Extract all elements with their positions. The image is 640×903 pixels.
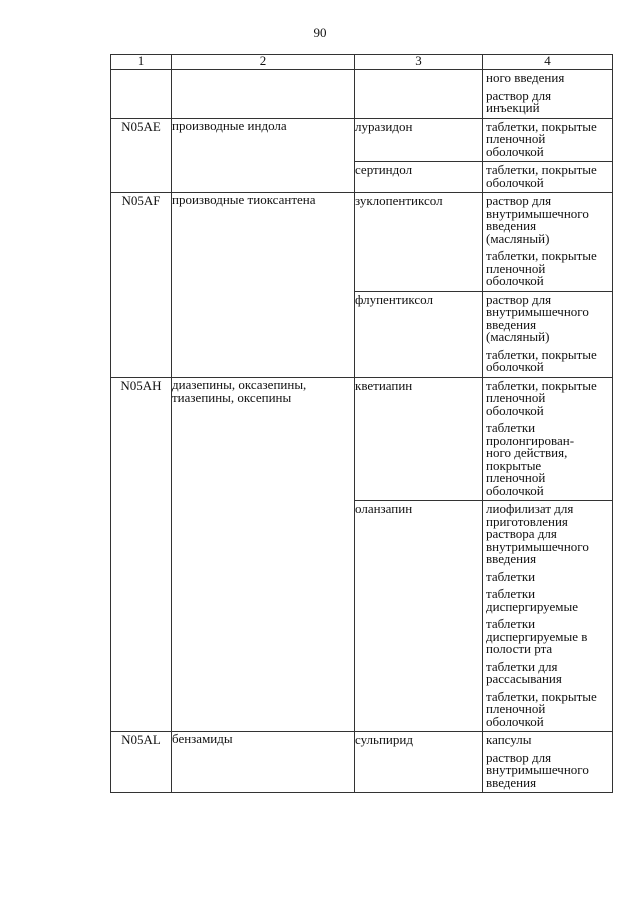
dosage-form (483, 70, 612, 88)
dosage-forms-cell (483, 732, 613, 793)
atc-code-cell: N05AH (111, 377, 172, 732)
dosage-form (483, 248, 612, 291)
dosage-form-line: капсулы (486, 732, 532, 747)
dosage-form (483, 616, 612, 659)
group-line: производные тиоксантена (172, 192, 316, 207)
dosage-form-line: таблетки, покрытые (486, 346, 597, 362)
dosage-form (483, 586, 612, 616)
dosage-forms-cell (483, 501, 613, 732)
dosage-form-line: диспергируемые (486, 598, 579, 614)
dosage-form-line: оболочкой (486, 174, 544, 190)
dosage-form-line: введения (486, 316, 537, 332)
dosage-forms-cell (483, 377, 613, 501)
dosage-form-line: (масляный) (486, 230, 550, 246)
page-number: 90 (313, 25, 327, 40)
dosage-form-line: инъекций (486, 100, 540, 115)
dosage-form-line: покрытые (486, 457, 542, 473)
dosage-forms-cell (483, 162, 613, 193)
group-cell (172, 118, 355, 193)
dosage-form-line: внутримышечного (486, 762, 589, 777)
group-line: диазепины, оксазепины, (172, 376, 307, 392)
dosage-form-line: рассасывания (486, 671, 562, 686)
dosage-form-line: оболочкой (486, 402, 544, 418)
dosage-form (483, 88, 612, 118)
drug-name-cell: кветиапин (355, 377, 483, 501)
drug-name-cell: флупентиксол (355, 291, 483, 377)
dosage-form-line: введения (486, 218, 537, 233)
dosage-form (483, 750, 612, 793)
dosage-form (483, 501, 612, 569)
dosage-form-line: пленочной (486, 390, 546, 405)
dosage-form-line: таблетки (486, 616, 536, 631)
drug-name-cell: оланзапин (355, 501, 483, 732)
dosage-form-line: таблетки, покрытые (486, 377, 597, 393)
table-row (111, 732, 613, 793)
dosage-form (483, 119, 612, 162)
column-header: 1 (111, 55, 172, 70)
dosage-form (483, 378, 612, 421)
drug-name-cell (355, 70, 483, 119)
medication-table (110, 54, 613, 793)
dosage-form (483, 292, 612, 347)
table-body (111, 70, 613, 793)
dosage-form-line: пленочной (486, 131, 546, 146)
dosage-form-line: раствор для (486, 749, 552, 765)
group-cell (172, 70, 355, 119)
dosage-form (483, 689, 612, 732)
drug-name-cell: зуклопентиксол (355, 193, 483, 292)
dosage-form-line: оболочкой (486, 143, 544, 159)
atc-code-cell: N05AF (111, 193, 172, 378)
dosage-form (483, 732, 612, 750)
group-line: бензамиды (172, 731, 233, 746)
dosage-form-line: пленочной (486, 260, 546, 276)
column-header: 2 (172, 55, 355, 70)
dosage-form-line: введения (486, 551, 537, 566)
dosage-form-line: оболочкой (486, 359, 544, 374)
dosage-forms-cell (483, 118, 613, 162)
dosage-form-line: ного действия, (486, 445, 568, 460)
dosage-form-line: оболочкой (486, 482, 544, 498)
dosage-form (483, 659, 612, 689)
dosage-form-line: таблетки (486, 420, 536, 435)
header-row (111, 55, 613, 70)
dosage-form-line: таблетки, покрытые (486, 118, 597, 134)
group-line: тиазепины, оксепины (172, 389, 292, 405)
atc-code-cell: N05AE (111, 118, 172, 193)
dosage-form-line: пленочной (486, 701, 546, 716)
group-line: производные индола (172, 117, 287, 133)
column-header: 3 (355, 55, 483, 70)
dosage-form-line: (масляный) (486, 329, 550, 344)
table-row (111, 193, 613, 292)
atc-code-cell: N05AL (111, 732, 172, 793)
dosage-form-line: таблетки (486, 586, 536, 601)
table-row (111, 70, 613, 119)
dosage-form-line: диспергируемые в (486, 628, 588, 644)
group-cell (172, 732, 355, 793)
drug-name-cell: сульпирид (355, 732, 483, 793)
column-header: 4 (483, 55, 613, 70)
dosage-form-line: приготовления (486, 513, 568, 529)
atc-code-cell (111, 70, 172, 119)
dosage-form (483, 347, 612, 377)
drug-name-cell: луразидон (355, 118, 483, 162)
dosage-form-line: таблетки, покрытые (486, 162, 597, 177)
table-row (111, 377, 613, 501)
dosage-form (483, 569, 612, 587)
dosage-forms-cell (483, 70, 613, 119)
dosage-form-line: внутримышечного (486, 304, 589, 319)
dosage-form-line: раствор для (486, 87, 552, 103)
dosage-form-line: внутримышечного (486, 205, 589, 221)
dosage-form-line: пролонгирован- (486, 432, 575, 448)
drug-name-cell: сертиндол (355, 162, 483, 193)
table-row (111, 118, 613, 162)
dosage-form-line: раствор для (486, 291, 552, 307)
dosage-form-line: пленочной (486, 470, 546, 485)
group-cell (172, 193, 355, 378)
dosage-form (483, 193, 612, 248)
dosage-form-line: таблетки, покрытые (486, 688, 597, 704)
dosage-form-line: ного введения (486, 70, 565, 85)
dosage-form-line: внутримышечного (486, 538, 589, 554)
dosage-form-line: оболочкой (486, 713, 544, 729)
dosage-forms-cell (483, 291, 613, 377)
dosage-form-line: введения (486, 774, 537, 790)
dosage-form-line: полости рта (486, 641, 553, 656)
dosage-forms-cell (483, 193, 613, 292)
dosage-form (483, 420, 612, 500)
dosage-form-line: оболочкой (486, 273, 544, 288)
dosage-form-line: таблетки (486, 568, 536, 584)
dosage-form-line: раствора для (486, 526, 557, 541)
dosage-form-line: таблетки, покрытые (486, 248, 597, 263)
group-cell (172, 377, 355, 732)
dosage-form (483, 162, 612, 192)
dosage-form-line: таблетки для (486, 658, 558, 674)
dosage-form-line: раствор для (486, 193, 552, 208)
dosage-form-line: лиофилизат для (486, 501, 574, 516)
